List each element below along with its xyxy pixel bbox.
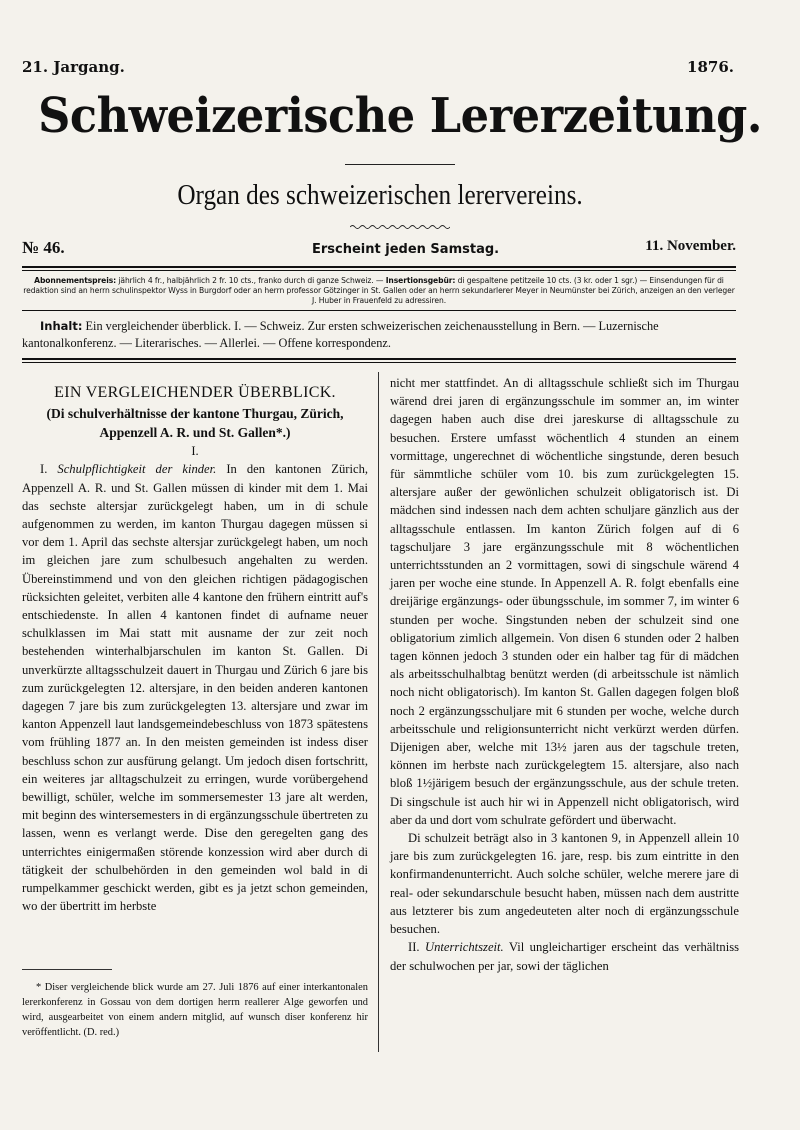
rule-contents-bottom [22,358,736,360]
masthead-topline [22,58,734,78]
article-heading: EIN VERGLEICHENDER ÜBERBLICK. [54,384,336,401]
paragraph-continued: nicht mer stattfindet. An di alltagsschule schließt sich im Thurgau wärend drei jaren di ergänzungsschule im sommer an, im winter dagegen haben auch dise drei jareskurse di alltagsschule zu besuchen. Erstere umfasst wöchentlich 4 stunden an einem vormittage, ungerechnet di wöchentliche singstunde, deren besuch für sämmtliche schüler vom 10. bis zum zurückgelegten 15. altersjare außer der gewönlichen schulzeit obligatorisch ist. Di mädchen sind indessen nach dem achten schuljare gänzlich aus der alltagsschule entlassen. Im kanton Zürich folgen auf di 6 tagschuljare 3 jare ergänzungsschule mit 8 wöchentlichen unterrichtsstunden an 2 vormittagen, sowi di singschule wärend 4 jaren per woche eine stunde. In Appenzell A. R. folgt ebenfalls eine dreijärige ergänzungs- oder übungsschule, im sommer 7, im winter 6 stunden per woche. Singstunden neben der schulzeit sind one obligatorium zimlich allgemein. Von disen 6 stunden oder 2 halben tagen können jedoch 3 stunden oder ein halber tag für di mädchen als arbeitsschulhalbtag benützt werden (di arbeitsschule ist nämlich noch nicht obligatorisch). Im kanton St. Gallen dagegen folgen bloß noch 2 ergänzungsschuljare mit 6 stunden per woche, welche durch arbeitsschule und religionsunterricht nicht verkürzt werden dürfen. Dijenigen aber, welche mit 13½ jaren aus der tagschule treten, können im herbste nach zurückgelegtem 15. altersjare, also nach bloß 1½järigem besuch der ergänzungsschule, aus der schule treten. Di singschule ist auch hir wi in Appenzell nicht obligatorisch, wird aber da und dort vom schulrate gefördert und überwacht. [390,376,739,827]
issue-line [22,238,736,260]
rule-top-thin [22,270,736,271]
paragraph-unterrichtszeit [390,938,739,974]
subscription-price-label: Abonnementspreis: [34,276,117,285]
paragraph-lead: I. [40,462,48,477]
section-number: I. [191,444,199,459]
left-column [22,384,368,915]
insertion-fee-text: di gespaltene petitzeile 10 cts. (3 kr. oder 1 sgr.) — [457,276,648,285]
subscription-info [22,276,736,306]
rule-contents-bottom-thin [22,362,736,363]
issue-date: 11. November. [645,238,736,254]
issue-number: № 46. [22,238,65,257]
paragraph-schulpflicht [22,460,368,915]
contents-text: Ein vergleichender überblick. I. — Schweiz. Zur ersten schweizerischen zeichenausstellung in Bern. — Luzernische kantonalkonferenz. — Literarisches. — Allerlei. — Offene korrespondenz. [22,319,659,350]
rule-top [22,266,736,268]
paragraph-lead-italic: Unterrichtszeit. [424,940,504,955]
contents-label: Inhalt: [40,319,83,333]
year-label: 1876. [687,58,734,76]
newspaper-subtitle: Organ des schweizerischen lerervereins. [177,180,583,211]
title-divider [345,164,455,165]
article-subheading: (Di schulverhältnisse der kantone Thurgau, Zürich, Appenzell A. R. und St. Gallen*.) [46,406,344,441]
paragraph-lead: II. [408,940,420,955]
volume-label: 21. Jargang. [22,58,125,76]
submission-text: Einsendungen für di redaktion sind an herrn schulinspektor Wyss in Burgdorf oder an herrn professor Götzinger in St. Gallen oder an herrn sekundarlerer Meyer in Neumünster bei Zürich, anzeigen an den verleger J. Huber in Frauenfeld zu adressiren. [23,276,735,305]
newspaper-title: Schweizerische Lererzeitung. [38,88,762,144]
column-divider [378,372,379,1052]
insertion-fee-label: Insertionsgebür: [385,276,456,285]
table-of-contents [22,318,736,352]
right-column [390,374,739,975]
ornament-divider [350,224,450,230]
issue-frequency: Erscheint jeden Samstag. [312,242,500,257]
rule-contents-top [22,310,736,311]
paragraph-lead-italic: Schulpflichtigkeit der kinder. [57,462,217,477]
footnote-rule [22,969,112,970]
subscription-price-text: jährlich 4 fr., halbjährlich 2 fr. 10 cts., franko durch di ganze Schweiz. — [118,276,384,285]
paragraph-body: In den kantonen Zürich, Appenzell A. R. und St. Gallen müssen di kinder mit dem 1. Mai das sechste altersjar zurückgelegt haben, um in di schule aufgenommen zu werden, im kanton Thurgau dagegen müssen si vor dem 1. April das sechste altersjar zurückgelegt haben, um noch im gleichen jare zum schulbesuch angehalten zu werden. Übereinstimmend und von den gleichen richtigen pädagogischen rücksichten geleitet, verbiten alle 4 kantone den frühern eintritt auf's entschiedenste. In allen 4 kantonen findet di aufname neuer schulklassen im Mai statt mit ausname der zur zeit noch bestehenden winterhalbjarschulen im kanton St. Gallen. Di unverkürzte alltagsschulzeit dauert in Thurgau und Zürich 6 jare bis zum zurückgelegten 12. altersjare, in den beiden anderen kantonen dagegen 7 jare bis zum zurückgelegten 13. altersjare und zwar im kanton Appenzell laut landsgemeindebeschluss von 1873 spätestens vom frühling 1877 an. In den meisten gemeinden ist indess diser beschluss schon zur ausfürung gelangt. Um jedoch disen fortschritt, ein weiteres jar alltagschulzeit zu erringen, wurde vorübergehend bewilligt, schüler, welche im sommersemester 13 jare alt werden, mit beginn des wintersemesters in di ergänzungsschule übertreten zu lassen, wenn es verlangt werde. Dise den geregelten gang des unterrichtes einigermaßen störende konzession wird aber durch di tätigkeit der schulbehörden in den gemeinden wol bald in di rumpelkammer geschickt werden, gibt es ja jetzt schon gemeinden, wo der übertritt im herbste [22,462,369,914]
paragraph-body: Vil ungleichartiger erscheint das verhältniss der schulwochen per jar, sowi der täglichen [390,940,739,973]
footnote: * Diser vergleichende blick wurde am 27. Juli 1876 auf einer interkantonalen lererkonferenz in Gossau von dem dortigen herrn reallerer Alge geworfen und wird, ausgearbeitet von einem andern mitglid, auf wunsch diser konferenz hir veröffentlicht. (D. red.) [22,982,368,1038]
paragraph-schulzeit: Di schulzeit beträgt also in 3 kantonen 9, in Appenzell allein 10 jare bis zum zurückgelegten 16. jare, resp. bis zum eintritte in den konfirmandenunterricht. Auch solche schüler, welche merere jare di real- oder sekundarschule besucht haben, müssen nach dem austritte aus letzterer bis zum angedeuteten alter noch di ergänzungsschule besuchen. [390,831,739,937]
